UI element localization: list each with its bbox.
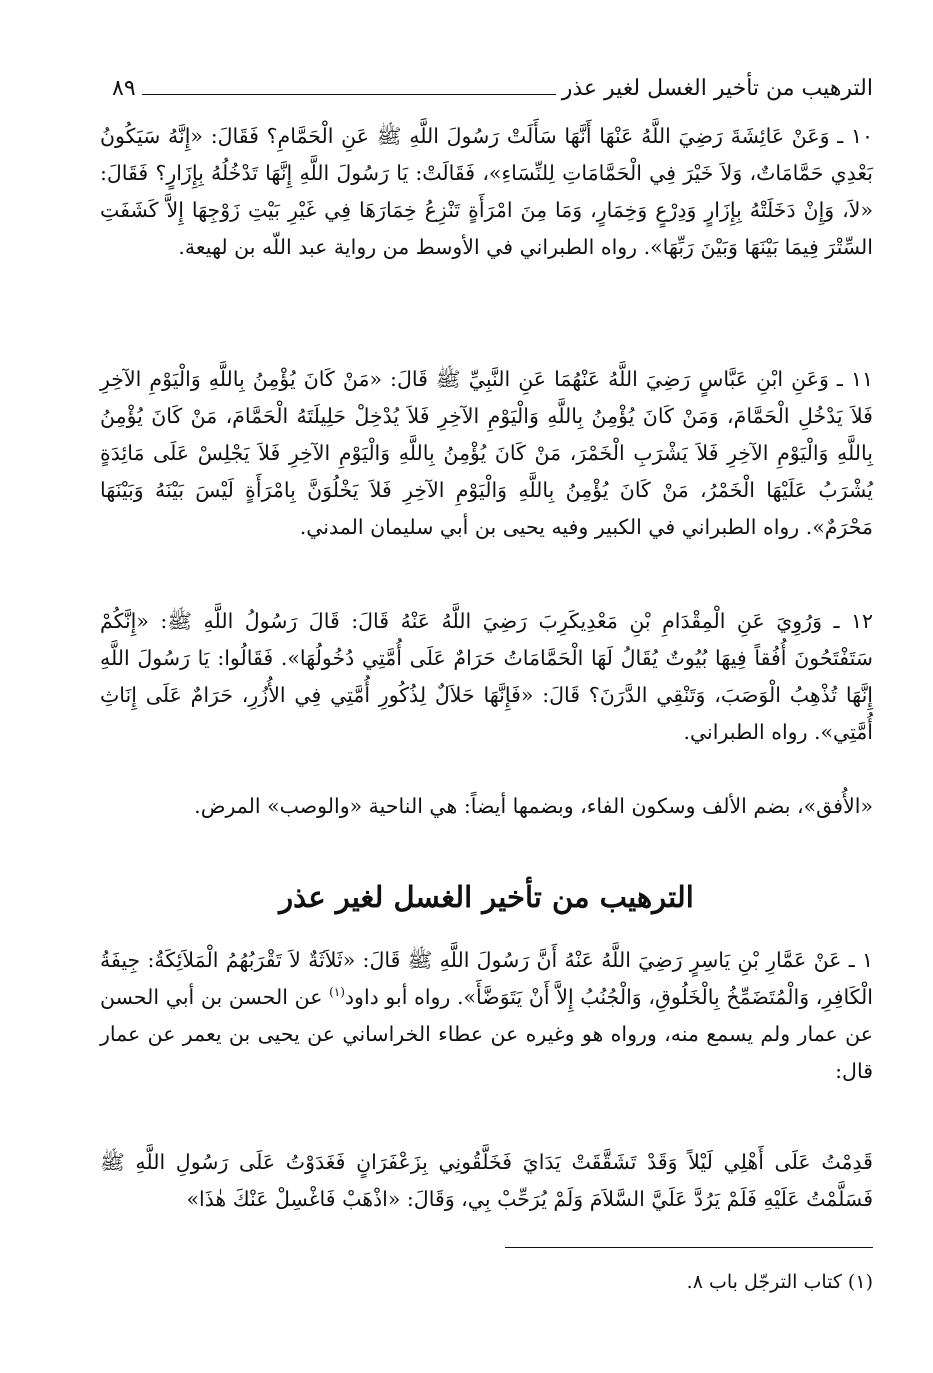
section-title: الترهيب من تأخير الغسل لغير عذر bbox=[279, 880, 694, 914]
section-hadith-1 bbox=[100, 942, 873, 1090]
section-hadith-1-text: ١ ـ عَنْ عَمَّارِ بْنِ يَاسِرٍ رَضِيَ اللَّهُ عَنْهُ أَنَّ رَسُولَ اللَّهِ ﷺ قَالَ: «ثَلاَثَةٌ لاَ تَقْرَبُهُمُ الْمَلاَئِكَةُ: جِيفَةُ الْكَافِرِ، وَالْمُتَضَمِّخُ بِالْخَلُوقِ، وَالْجُنُبُ إِلاَّ أَنْ يَتَوَضَّأَ». رواه أبو داود bbox=[100, 948, 873, 1009]
hadith-11: ١١ ـ وَعَنِ ابْنِ عَبَّاسٍ رَضِيَ اللَّهُ عَنْهُمَا عَنِ النَّبِيِّ ﷺ قَالَ: «مَنْ كَانَ يُؤْمِنُ بِاللَّهِ وَالْيَوْمِ الآخِرِ فَلاَ يَدْخُلِ الْحَمَّامَ، وَمَنْ كَانَ يُؤْمِنُ بِاللَّهِ وَالْيَوْمِ الآخِرِ فَلاَ يُدْخِلْ حَلِيلَتَهُ الْحَمَّامَ، مَنْ كَانَ يُؤْمِنُ بِاللَّهِ وَالْيَوْمِ الآخِرِ فَلاَ يَشْرَبِ الْخَمْرَ، مَنْ كَانَ يُؤْمِنُ بِاللَّهِ وَالْيَوْمِ الآخِرِ فَلاَ يَجْلِسْ عَلَى مَائِدَةٍ يُشْرَبُ عَلَيْهَا الْخَمْرُ، مَنْ كَانَ يُؤْمِنُ بِاللَّهِ وَالْيَوْمِ الآخِرِ فَلاَ يَخْلُوَنَّ بِامْرَأَةٍ لَيْسَ بَيْنَهُ وَبَيْنَهَا مَحْرَمٌ». رواه الطبراني في الكبير وفيه يحيى بن أبي سليمان المدني. bbox=[100, 367, 873, 539]
section-hadith-1-rest: عن الحسن بن أبي الحسن عن عمار ولم يسمع منه، ورواه هو وغيره عن عطاء الخراساني عن يحيى بن يعمر عن عمار قال: bbox=[100, 985, 873, 1083]
section-hadith-1-narration: قَدِمْتُ عَلَى أَهْلِي لَيْلاً وَقَدْ تَشَقَّقَتْ يَدَايَ فَخَلَّقُونِي بِزَعْفَرَانٍ فَغَدَوْتُ عَلَى رَسُولِ اللَّهِ ﷺ فَسَلَّمْتُ عَلَيْهِ فَلَمْ يَرُدَّ عَلَيَّ السَّلاَمَ وَلَمْ يُرَحِّبْ بِي، وَقَالَ: «اذْهَبْ فَاغْسِلْ عَنْكَ هٰذَا» bbox=[100, 1150, 873, 1211]
running-header-title: الترهيب من تأخير الغسل لغير عذر bbox=[561, 76, 873, 101]
hadith-10: ١٠ ـ وَعَنْ عَائِشَةَ رَضِيَ اللَّهُ عَنْهَا أَنَّهَا سَأَلَتْ رَسُولَ اللَّهِ ﷺ عَنِ الْحَمَّامِ؟ فَقَالَ: «إِنَّهُ سَيَكُونُ بَعْدِي حَمَّامَاتٌ، وَلاَ خَيْرَ فِي الْحَمَّامَاتِ لِلنِّسَاءِ»، فَقَالَتْ: يَا رَسُولَ اللَّهِ إِنَّهَا تَدْخُلُهُ بِإِزَارٍ؟ فَقَالَ: «لاَ، وَإِنْ دَخَلَتْهُ بِإِزَارٍ وَدِرْعٍ وَخِمَارٍ، وَمَا مِنَ امْرَأَةٍ تَنْزِعُ خِمَارَهَا فِي غَيْرِ بَيْتِ زَوْجِهَا إِلاَّ كَشَفَتِ السِّتْرَ فِيمَا بَيْنَهَا وَبَيْنَ رَبِّهَا». رواه الطبراني في الأوسط من رواية عبد اللّه بن لهيعة. bbox=[100, 124, 873, 259]
footnote-rule bbox=[505, 1247, 873, 1248]
page-number: ٨٩ bbox=[112, 76, 136, 101]
footnote-ref: (١) bbox=[329, 985, 345, 1000]
header-rule bbox=[142, 94, 556, 95]
running-header bbox=[112, 66, 873, 100]
hadith-12: ١٢ ـ وَرُوِيَ عَنِ الْمِقْدَامِ بْنِ مَعْدِيكَرِبَ رَضِيَ اللَّهُ عَنْهُ قَالَ: قَالَ رَسُولُ اللَّهِ ﷺ: «إِنَّكُمْ سَتَفْتَحُونَ أُفُقاً فِيهَا بُيُوتٌ يُقَالُ لَهَا الْحَمَّامَاتُ حَرَامٌ عَلَى أُمَّتِي دُخُولُهَا». فَقَالُوا: يَا رَسُولَ اللَّهِ إِنَّهَا تُذْهِبُ الْوَصَبَ، وَتَنْقِي الدَّرَنَ؟ قَالَ: «فَإِنَّهَا حَلاَلٌ لِذُكُورِ أُمَّتِي فِي الأُزُرِ، حَرَامٌ عَلَى إِنَاثِ أُمَّتِي». رواه الطبراني. bbox=[100, 609, 873, 744]
footnote: (١) كتاب الترجّل باب ٨. bbox=[686, 1271, 873, 1293]
gloss-note: «الأُفق»، بضم الألف وسكون الفاء، وبضمها أيضاً: هي الناحية «والوصب» المرض. bbox=[194, 794, 873, 818]
